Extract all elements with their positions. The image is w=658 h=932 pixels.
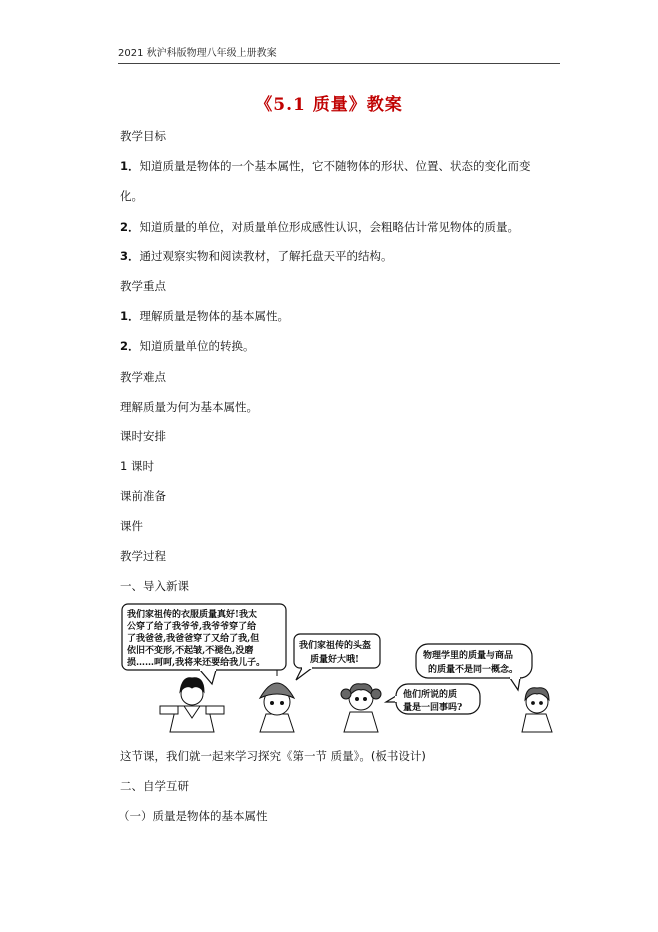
objective-1-continued: 化。: [120, 189, 143, 203]
bubble-1-line-1: 我们家祖传的衣服质量真好!我太: [127, 610, 257, 620]
boy-character: [160, 678, 224, 732]
page-header: 2021 秋沪科版物理八年级上册教案: [118, 44, 560, 64]
bubble-1-line-2: 公穿了给了我爷爷,我爷爷穿了给: [127, 622, 257, 632]
schedule-heading: 课时安排: [120, 429, 166, 443]
part1-heading: 一、导入新课: [120, 579, 189, 593]
bubble-2-line-2: 质量好大哦!: [310, 655, 359, 665]
objectives-heading: 教学目标: [120, 129, 166, 143]
keypoint-1-number: 1．: [120, 309, 140, 323]
objective-3-text: 通过观察实物和阅读教材，了解托盘天平的结构。: [139, 249, 393, 263]
keypoint-2: [120, 338, 255, 354]
bubble-1-line-5: 损……呵呵,我将来还要给我儿子。: [127, 658, 266, 668]
helmet-character: [260, 670, 294, 732]
objective-1-number: 1．: [120, 159, 140, 173]
bubble-2-line-1: 我们家祖传的头盔: [299, 641, 372, 651]
objective-2-number: 2．: [120, 220, 140, 234]
girl-right-character: [522, 688, 552, 732]
prep-text: 课件: [120, 519, 143, 533]
girl-character: [341, 684, 381, 732]
part2-heading: 二、自学互研: [120, 779, 189, 793]
objective-1-text: 知道质量是物体的一个基本属性，它不随物体的形状、位置、状态的变化而变: [139, 159, 531, 173]
keypoints-heading: 教学重点: [120, 279, 166, 293]
objective-1: [120, 158, 531, 174]
objective-2: [120, 219, 519, 235]
keypoint-1-text: 理解质量是物体的基本属性。: [139, 309, 290, 323]
difficulty-text: 理解质量为何为基本属性。: [120, 400, 258, 414]
comic-illustration: [120, 602, 562, 734]
objective-2-text: 知道质量的单位，对质量单位形成感性认识，会粗略估计常见物体的质量。: [139, 220, 520, 234]
schedule-text: 1 课时: [120, 459, 154, 473]
subsection-1-heading: （一）质量是物体的基本属性: [118, 809, 268, 823]
bubble-4-line-1: 物理学里的质量与商品: [423, 651, 514, 661]
prep-heading: 课前准备: [120, 489, 166, 503]
difficulty-heading: 教学难点: [120, 370, 166, 384]
keypoint-1: [120, 308, 289, 324]
document-title: 《5.1 质量》教案: [255, 95, 403, 115]
objective-3-number: 3．: [120, 249, 140, 263]
objective-3: [120, 248, 393, 264]
bubble-3-line-2: 量是一回事吗?: [403, 703, 463, 713]
after-comic-text: 这节课，我们就一起来学习探究《第一节 质量》。(板书设计): [120, 749, 426, 763]
keypoint-2-number: 2．: [120, 339, 140, 353]
bubble-1-line-3: 了我爸爸,我爸爸穿了又给了我,但: [127, 634, 260, 644]
bubble-1-line-4: 依旧不变形,不起皱,不褪色,没磨: [127, 646, 254, 656]
bubble-4-line-2: 的质量不是同一概念。: [428, 665, 519, 675]
keypoint-2-text: 知道质量单位的转换。: [139, 339, 255, 353]
bubble-3-line-1: 他们所说的质: [403, 690, 458, 700]
process-heading: 教学过程: [120, 549, 166, 563]
